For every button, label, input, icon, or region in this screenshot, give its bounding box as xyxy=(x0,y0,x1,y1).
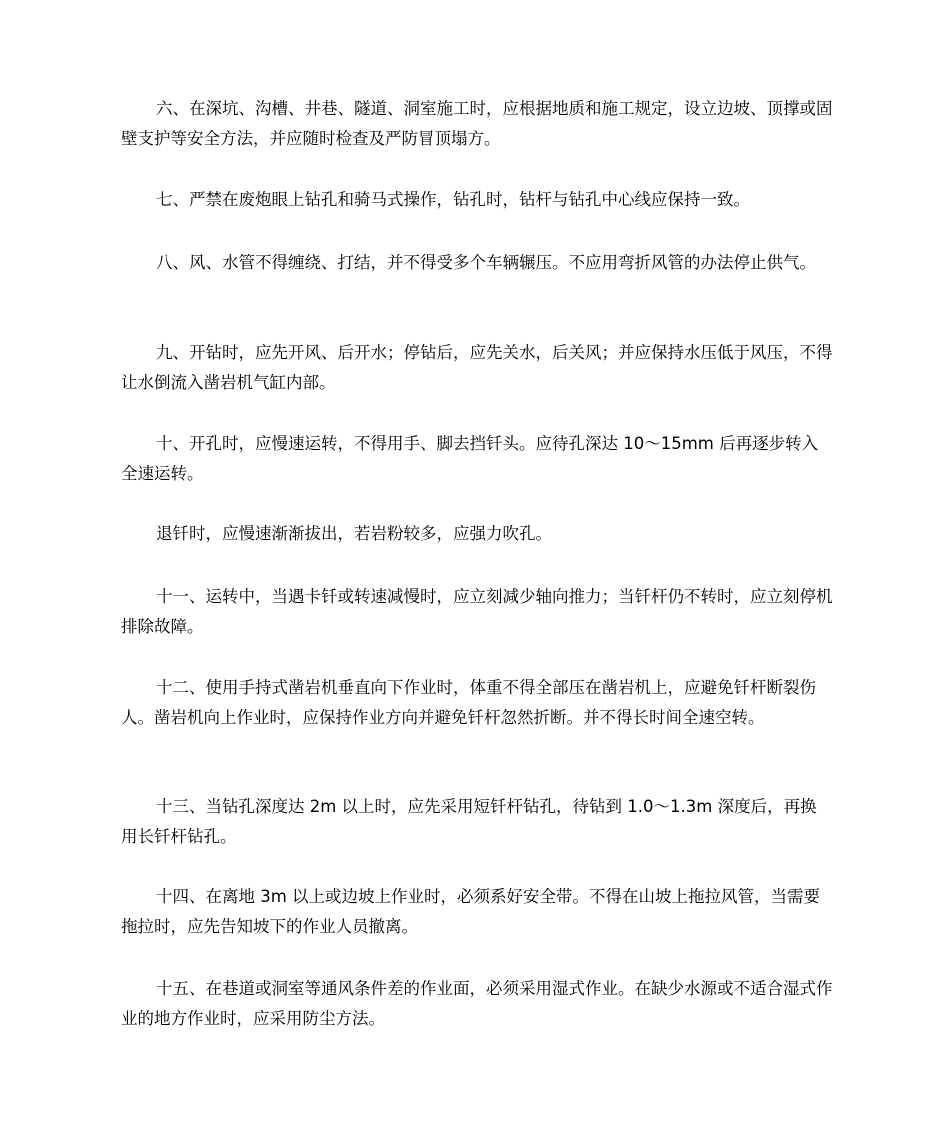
paragraph-6: 六、在深坑、沟槽、井巷、隧道、洞室施工时，应根据地质和施工规定，设立边坡、顶撑或固壁支护等安全方法，并应随时检查及严防冒顶塌方。 xyxy=(121,99,833,148)
paragraph-12: 十二、使用手持式凿岩机垂直向下作业时，体重不得全部压在凿岩机上，应避免钎杆断裂伤人。凿岩机向上作业时，应保持作业方向并避免钎杆忽然折断。并不得长时间全速空转。 xyxy=(121,678,816,727)
paragraph-9: 九、开钻时，应先开风、后开水；停钻后，应先关水，后关风；并应保持水压低于风压，不得让水倒流入凿岩机气缸内部。 xyxy=(121,343,833,392)
paragraph-8: 八、风、水管不得缠绕、打结，并不得受多个车辆辗压。不应用弯折风管的办法停止供气。 xyxy=(156,253,816,272)
paragraph-15: 十五、在巷道或洞室等通风条件差的作业面，必须采用湿式作业。在缺少水源或不适合湿式作业的地方作业时，应采用防尘方法。 xyxy=(121,979,833,1028)
paragraph-14: 十四、在离地 3m 以上或边坡上作业时，必须系好安全带。不得在山坡上拖拉风管，当需要拖拉时，应先告知坡下的作业人员撤离。 xyxy=(121,887,821,936)
paragraph-10: 十、开孔时，应慢速运转，不得用手、脚去挡钎头。应待孔深达 10～15mm 后再逐步转入全速运转。 xyxy=(121,434,819,483)
paragraph-7: 七、严禁在废炮眼上钻孔和骑马式操作，钻孔时，钻杆与钻孔中心线应保持一致。 xyxy=(156,190,750,209)
paragraph-13: 十三、当钻孔深度达 2m 以上时，应先采用短钎杆钻孔，待钻到 1.0～1.3m 深度后，再换用长钎杆钻孔。 xyxy=(121,797,817,846)
paragraph-10-withdraw: 退钎时，应慢速渐渐拔出，若岩粉较多，应强力吹孔。 xyxy=(156,524,552,543)
paragraph-11: 十一、运转中，当遇卡钎或转速减慢时，应立刻减少轴向推力；当钎杆仍不转时，应立刻停机排除故障。 xyxy=(121,587,833,636)
